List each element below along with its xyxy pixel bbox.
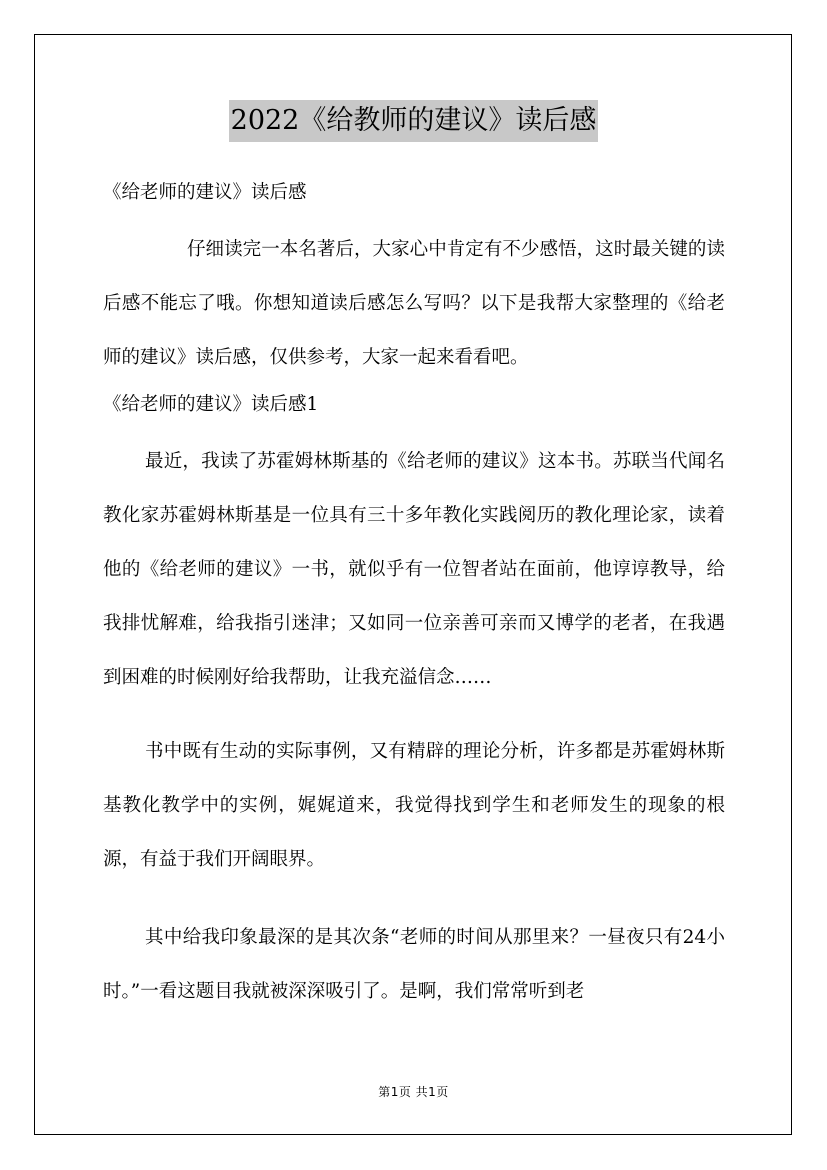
intro-paragraph: 仔细读完一本名著后，大家心中肯定有不少感悟，这时最关键的读后感不能忘了哦。你想知道读后感怎么写吗？以下是我帮大家整理的《给老师的建议》读后感，仅供参考，大家一起来看看吧。	[103, 239, 725, 368]
body-paragraph-3: 其中给我印象最深的是其次条“老师的时间从那里来？一昼夜只有24小时。”一看这题目我就被深深吸引了。是啊，我们常常听到老	[103, 927, 725, 1002]
body-paragraph-1: 最近，我读了苏霍姆林斯基的《给老师的建议》这本书。苏联当代闻名教化家苏霍姆林斯基是一位具有三十多年教化实践阅历的教化理论家，读着他的《给老师的建议》一书，就似乎有一位智者站在面前，他谆谆教导，给我排忧解难，给我指引迷津；又如同一位亲善可亲而又博学的老者，在我遇到困难的时候刚好给我帮助，让我充溢信念……	[103, 451, 725, 688]
document-body	[103, 173, 725, 1019]
title-container	[0, 100, 827, 142]
document-title: 2022《给教师的建议》读后感	[229, 100, 599, 142]
section-heading-1: 《给老师的建议》读后感1	[103, 394, 319, 415]
main-heading: 《给老师的建议》读后感	[103, 182, 307, 203]
page-footer: 第1页 共1页	[378, 1085, 449, 1099]
body-paragraph-2: 书中既有生动的实际事例，又有精辟的理论分析，许多都是苏霍姆林斯基教化教学中的实例，娓娓道来，我觉得找到学生和老师发生的现象的根源，有益于我们开阔眼界。	[103, 741, 725, 870]
